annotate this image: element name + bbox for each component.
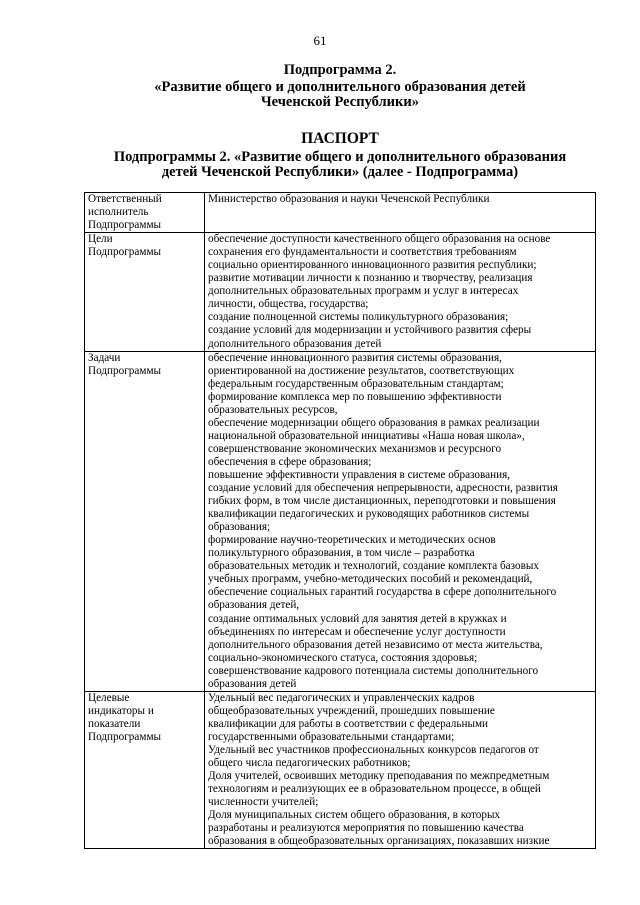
- row-content-line: квалификации для работы в соответствии с федеральными: [208, 717, 489, 730]
- row-content-line: формирование научно-теоретических и методических основ: [208, 534, 496, 547]
- table-row: [85, 691, 596, 849]
- row-content-line: обеспечение социальных гарантий государства в сфере дополнительного: [208, 586, 557, 599]
- row-content-line: развитие мотивации личности к познанию и творчеству, реализация: [208, 272, 533, 285]
- row-label-line: Подпрограммы: [88, 364, 162, 377]
- row-content-line: квалификации педагогических и руководящих работников системы: [208, 508, 530, 521]
- row-content-cell: [205, 691, 596, 849]
- row-content-line: обеспечение инновационного развития системы образования,: [208, 351, 502, 364]
- page-number: 61: [313, 33, 327, 48]
- row-content-line: социально-экономического статуса, состояния здоровья;: [208, 651, 478, 664]
- row-content-line: поликультурного образования, в том числе – разработка: [208, 547, 475, 560]
- row-content-line: численности учителей;: [208, 796, 319, 809]
- row-content-line: обеспечение модернизации общего образования в рамках реализации: [208, 416, 540, 429]
- row-content-line: совершенствование экономических механизмов и ресурсного: [208, 442, 502, 455]
- row-content-line: образования детей,: [208, 599, 300, 612]
- row-content-line: повышение эффективности управления в системе образования,: [208, 468, 511, 481]
- subprogram-name-line: Чеченской Республики»: [261, 94, 419, 110]
- row-label-line: Подпрограммы: [88, 730, 162, 743]
- row-content-line: личности, общества, государства;: [208, 298, 369, 311]
- row-content-line: создание условий для модернизации и устойчивого развития сферы: [208, 324, 532, 337]
- row-content-line: обеспечения в сфере образования;: [208, 455, 372, 468]
- row-content-line: образовательных методик и технологий, создание комплекта базовых: [208, 560, 539, 573]
- row-content-line: учебных программ, учебно-методических пособий и рекомендаций,: [208, 573, 533, 586]
- row-content-line: Удельный вес педагогических и управленческих кадров: [208, 691, 475, 704]
- row-content-line: общеобразовательных учреждений, прошедших повышение: [208, 704, 495, 717]
- row-label-line: Подпрограммы: [88, 219, 162, 232]
- row-content-line: государственными образовательными стандартами;: [208, 730, 455, 743]
- row-content-line: Удельный вес участников профессиональных конкурсов педагогов от: [208, 743, 539, 756]
- row-content-line: образовательных ресурсов,: [208, 403, 338, 416]
- row-content-cell: [205, 351, 596, 691]
- passport-title-line: детей Чеченской Республики» (далее - Подпрограмма): [161, 164, 519, 180]
- row-content-line: федеральным государственным образовательным стандартам;: [208, 377, 504, 390]
- subprogram-name: [60, 80, 620, 110]
- row-content-line: формирование комплекса мер по повышению эффективности: [208, 390, 502, 403]
- row-content-line: создание оптимальных условий для занятия детей в кружках и: [208, 612, 507, 625]
- row-label-line: Задачи: [88, 351, 121, 364]
- row-label-line: Цели: [88, 233, 113, 246]
- row-content-line: объединениях по интересам и обеспечение услуг доступности: [208, 625, 506, 638]
- row-content-cell: [205, 193, 596, 233]
- row-content-line: гибких форм, в том числе дистанционных, переподготовки и повышения: [208, 495, 556, 508]
- row-content-line: Министерство образования и науки Чеченской Республики: [208, 193, 490, 205]
- row-label-line: индикаторы и: [88, 704, 154, 717]
- row-content-line: дополнительных образовательных программ и услуг в интересах: [208, 285, 519, 298]
- row-content-line: разработаны и реализуются мероприятия по повышению качества: [208, 822, 524, 835]
- row-content-line: дополнительного образования детей: [208, 337, 382, 350]
- row-content-line: Доля учителей, освоивших методику преподавания по межпредметным: [208, 770, 550, 783]
- row-content-line: социально ориентированного инновационного развития республики;: [208, 259, 537, 272]
- row-content-line: создание условий для обеспечения непрерывности, адресности, развития: [208, 482, 558, 495]
- subprogram-name-line: «Развитие общего и дополнительного образования детей: [154, 79, 526, 95]
- row-content-cell: [205, 233, 596, 351]
- row-label-cell: [85, 193, 205, 233]
- row-label-line: Целевые: [88, 691, 130, 704]
- passport-heading: ПАСПОРТ: [301, 130, 379, 147]
- row-content-line: технологиям и реализующих ее в образовательном процессе, в общей: [208, 783, 541, 796]
- row-content-line: образования;: [208, 521, 271, 534]
- passport-title: [60, 150, 620, 180]
- table-row: [85, 233, 596, 351]
- row-content-line: Доля муниципальных систем общего образования, в которых: [208, 809, 501, 822]
- row-label-cell: [85, 691, 205, 849]
- passport-title-line: Подпрограммы 2. «Развитие общего и дополнительного образования: [113, 149, 567, 165]
- row-content-line: дополнительного образования детей независимо от места жительства,: [208, 638, 543, 651]
- table-row: [85, 193, 596, 233]
- passport-table: [84, 192, 596, 849]
- row-content-line: ориентированной на достижение результатов, соответствующих: [208, 364, 515, 377]
- row-content-line: общего числа педагогических работников;: [208, 757, 411, 770]
- table-row: [85, 351, 596, 691]
- row-content-line: образования в общеобразовательных организациях, показавших низкие: [208, 835, 550, 848]
- row-label-line: Ответственный: [88, 193, 162, 205]
- row-content-line: совершенствование кадрового потенциала системы дополнительного: [208, 664, 539, 677]
- subprogram-heading: Подпрограмма 2.: [283, 62, 397, 78]
- row-label-line: Подпрограммы: [88, 246, 162, 259]
- row-content-line: национальной образовательной инициативы «Наша новая школа»,: [208, 429, 525, 442]
- row-label-cell: [85, 351, 205, 691]
- row-label-line: показатели: [88, 717, 141, 730]
- row-label-line: исполнитель: [88, 206, 149, 219]
- row-content-line: сохранения его фундаментальности и соответствия требованиям: [208, 246, 517, 259]
- row-content-line: образования детей: [208, 677, 297, 690]
- row-content-line: создание полноценной системы поликультурного образования;: [208, 311, 509, 324]
- row-content-line: обеспечение доступности качественного общего образования на основе: [208, 233, 551, 246]
- row-label-cell: [85, 233, 205, 351]
